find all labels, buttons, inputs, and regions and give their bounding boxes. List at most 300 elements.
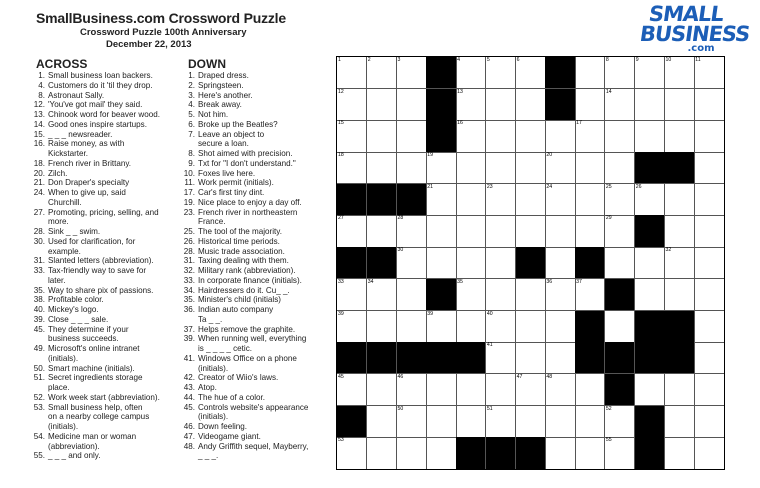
clue-number: 14. (33, 119, 45, 129)
grid-cell[interactable] (337, 374, 367, 406)
grid-cell[interactable] (605, 152, 635, 184)
clue-text: Tax-friendly way to save for later. (48, 266, 147, 285)
grid-cell[interactable] (456, 184, 486, 216)
grid-cell[interactable] (575, 120, 605, 152)
grid-cell[interactable] (545, 406, 575, 438)
cell-number: 53 (338, 437, 344, 444)
grid-cell[interactable] (664, 279, 694, 311)
clue-number: 48. (183, 441, 195, 451)
cell-number: 12 (338, 88, 344, 95)
cell-number: 11 (695, 57, 701, 63)
grid-cell[interactable] (397, 120, 427, 152)
grid-cell[interactable] (694, 437, 724, 469)
clue-number: 3. (188, 90, 195, 100)
grid-block (635, 342, 665, 374)
down-clue (182, 227, 308, 237)
grid-cell[interactable] (605, 247, 635, 279)
grid-block (635, 437, 665, 469)
grid-cell[interactable] (486, 120, 516, 152)
grid-cell[interactable] (575, 406, 605, 438)
clue-number: 5. (188, 110, 195, 119)
grid-cell[interactable] (575, 215, 605, 247)
grid-cell[interactable] (516, 215, 546, 247)
across-clue (32, 110, 160, 120)
grid-cell[interactable] (694, 342, 724, 374)
clue-text: Sink _ _ swim. (48, 227, 101, 236)
grid-cell[interactable] (456, 247, 486, 279)
grid-cell[interactable] (664, 57, 694, 89)
grid-cell[interactable] (575, 152, 605, 184)
grid-block (337, 406, 367, 438)
grid-block (397, 342, 427, 374)
grid-cell[interactable] (456, 152, 486, 184)
grid-cell[interactable] (694, 57, 724, 89)
smallbusiness-logo (638, 2, 751, 56)
grid-cell[interactable] (635, 120, 665, 152)
down-clue (182, 120, 308, 130)
clue-number: 25. (183, 227, 195, 236)
grid-block (516, 247, 546, 279)
down-clue (182, 286, 308, 296)
grid-cell[interactable] (397, 215, 427, 247)
across-clue (32, 325, 160, 345)
grid-cell[interactable] (545, 437, 575, 469)
grid-block (456, 437, 486, 469)
across-heading: ACROSS (36, 57, 88, 71)
grid-cell[interactable] (367, 437, 397, 469)
down-clue (182, 247, 308, 257)
clue-number: 52. (33, 392, 45, 402)
grid-cell[interactable] (486, 57, 516, 89)
grid-cell[interactable] (367, 120, 397, 152)
grid-cell[interactable] (486, 184, 516, 216)
grid-cell[interactable] (635, 184, 665, 216)
clue-number: 10. (183, 168, 195, 178)
grid-block (367, 247, 397, 279)
clue-number: 49. (33, 344, 45, 353)
clue-text: Here's another. (198, 90, 253, 100)
grid-block (664, 311, 694, 343)
cell-number: 2 (367, 57, 371, 63)
grid-cell[interactable] (337, 279, 367, 311)
grid-cell[interactable] (456, 120, 486, 152)
down-clue (182, 237, 308, 247)
grid-cell[interactable] (397, 247, 427, 279)
grid-block (575, 342, 605, 374)
clue-text: Zilch. (48, 168, 68, 178)
clue-text: Not him. (198, 110, 229, 119)
clue-number: 9. (188, 158, 195, 168)
down-clue (182, 198, 308, 208)
clue-text: Springsteen. (198, 80, 244, 90)
clue-text: Medicine man or woman (abbreviation). (48, 431, 137, 451)
grid-cell[interactable] (694, 247, 724, 279)
grid-cell[interactable] (486, 406, 516, 438)
grid-cell[interactable] (486, 152, 516, 184)
grid-block (337, 184, 367, 216)
grid-cell[interactable] (426, 184, 456, 216)
cell-number: 17 (576, 120, 582, 127)
grid-cell[interactable] (426, 437, 456, 469)
across-clue (32, 256, 160, 266)
grid-cell[interactable] (575, 374, 605, 406)
across-clue (32, 81, 160, 91)
grid-cell[interactable] (367, 279, 397, 311)
grid-cell[interactable] (545, 342, 575, 374)
grid-block (605, 374, 635, 406)
clue-number: 6. (188, 119, 195, 129)
down-clue (182, 403, 308, 423)
grid-cell[interactable] (397, 311, 427, 343)
clue-text: Videogame giant. (198, 431, 261, 441)
grid-cell[interactable] (486, 342, 516, 374)
grid-cell[interactable] (367, 152, 397, 184)
grid-cell[interactable] (635, 247, 665, 279)
clue-number: 18. (33, 158, 45, 168)
down-clue (182, 305, 308, 325)
grid-cell[interactable] (516, 342, 546, 374)
grid-cell[interactable] (456, 215, 486, 247)
grid-cell[interactable] (486, 374, 516, 406)
grid-cell[interactable] (426, 374, 456, 406)
across-clue (32, 169, 160, 179)
grid-cell[interactable] (605, 311, 635, 343)
grid-cell[interactable] (367, 57, 397, 89)
grid-cell[interactable] (575, 437, 605, 469)
clue-text: Small business loan backers. (48, 71, 153, 80)
grid-cell[interactable] (367, 406, 397, 438)
clue-number: 26. (183, 236, 195, 246)
clue-text: Military rank (abbreviation). (198, 266, 296, 275)
grid-cell[interactable] (516, 311, 546, 343)
grid-cell[interactable] (426, 406, 456, 438)
clue-text: Nice place to enjoy a day off. (198, 197, 302, 207)
cell-number: 41 (486, 342, 493, 349)
grid-cell[interactable] (605, 120, 635, 152)
grid-block (575, 311, 605, 343)
clue-number: 4. (188, 100, 195, 110)
grid-cell[interactable] (664, 437, 694, 469)
grid-cell[interactable] (516, 57, 546, 89)
grid-cell[interactable] (664, 374, 694, 406)
clue-number: 51. (33, 373, 45, 383)
grid-cell[interactable] (694, 184, 724, 216)
clue-number: 11. (184, 178, 195, 188)
grid-cell[interactable] (456, 57, 486, 89)
grid-block (426, 89, 456, 121)
down-clue (182, 422, 308, 432)
grid-block (575, 247, 605, 279)
clue-text: Work week start (abbreviation). (48, 392, 160, 402)
grid-cell[interactable] (426, 152, 456, 184)
grid-cell[interactable] (694, 279, 724, 311)
cell-number: 8 (605, 57, 609, 63)
clue-text: Promoting, pricing, selling, and more. (48, 207, 159, 227)
clue-number: 16. (33, 139, 45, 149)
grid-cell[interactable] (635, 57, 665, 89)
grid-cell[interactable] (694, 311, 724, 343)
puzzle-title: SmallBusiness.com Crossword Puzzle (36, 10, 286, 26)
clue-number: 1. (38, 71, 45, 80)
clue-number: 32. (183, 266, 195, 275)
cell-number: 14 (605, 88, 612, 95)
across-clue (32, 100, 160, 110)
cell-number: 36 (546, 278, 553, 285)
grid-cell[interactable] (516, 120, 546, 152)
grid-cell[interactable] (456, 406, 486, 438)
grid-cell[interactable] (694, 152, 724, 184)
clue-text: In corporate finance (initials). (198, 275, 302, 285)
grid-cell[interactable] (486, 89, 516, 121)
clue-number: 42. (183, 373, 195, 383)
grid-cell[interactable] (635, 374, 665, 406)
grid-cell[interactable] (397, 152, 427, 184)
down-clue-list (182, 71, 308, 461)
grid-cell[interactable] (367, 89, 397, 121)
clue-text: Close _ _ _ sale. (48, 314, 109, 324)
grid-cell[interactable] (456, 374, 486, 406)
grid-block (367, 342, 397, 374)
grid-block (635, 311, 665, 343)
grid-cell[interactable] (397, 374, 427, 406)
grid-cell[interactable] (545, 184, 575, 216)
down-clue (182, 393, 308, 403)
grid-block (426, 279, 456, 311)
grid-cell[interactable] (397, 279, 427, 311)
clue-text: Small business help, often on a nearby college campus (initials). (48, 402, 150, 431)
grid-cell[interactable] (664, 184, 694, 216)
clue-number: 7. (188, 129, 195, 139)
clue-text: Break away. (198, 100, 242, 110)
clue-number: 46. (183, 422, 195, 431)
grid-cell[interactable] (397, 57, 427, 89)
logo-line-3: .com (687, 43, 715, 54)
clue-number: 33. (33, 266, 45, 275)
grid-block (516, 437, 546, 469)
grid-cell[interactable] (545, 247, 575, 279)
grid-block (605, 342, 635, 374)
grid-block (635, 215, 665, 247)
grid-cell[interactable] (397, 406, 427, 438)
across-clue (32, 373, 160, 393)
clue-text: Microsoft's online intranet (initials). (48, 344, 140, 363)
grid-cell[interactable] (337, 437, 367, 469)
clue-number: 2. (188, 80, 195, 90)
grid-cell[interactable] (694, 374, 724, 406)
grid-cell[interactable] (545, 152, 575, 184)
clue-number: 38. (33, 295, 45, 305)
clue-text: Shot aimed with precision. (198, 149, 293, 158)
puzzle-date: December 22, 2013 (106, 39, 192, 50)
grid-cell[interactable] (605, 89, 635, 121)
grid-cell[interactable] (337, 120, 367, 152)
clue-text: Smart machine (initials). (48, 363, 135, 373)
across-clue (32, 237, 160, 257)
grid-block (426, 57, 456, 89)
grid-cell[interactable] (545, 311, 575, 343)
grid-cell[interactable] (486, 215, 516, 247)
down-clue (182, 432, 308, 442)
across-clue (32, 159, 160, 169)
grid-block (545, 57, 575, 89)
cell-number: 39 (427, 310, 434, 317)
grid-cell[interactable] (367, 215, 397, 247)
grid-cell[interactable] (575, 89, 605, 121)
clue-text: Music trade association. (198, 246, 285, 256)
cell-number: 52 (605, 405, 612, 412)
clue-number: 50. (33, 363, 45, 373)
down-clue (182, 266, 308, 276)
grid-cell[interactable] (575, 57, 605, 89)
grid-cell[interactable] (516, 184, 546, 216)
clue-text: Chinook word for beaver wood. (48, 110, 161, 119)
grid-cell[interactable] (337, 311, 367, 343)
grid-cell[interactable] (694, 406, 724, 438)
clue-text: Leave an object to secure a loan. (198, 129, 265, 149)
grid-block (337, 342, 367, 374)
grid-cell[interactable] (486, 279, 516, 311)
grid-cell[interactable] (575, 184, 605, 216)
grid-cell[interactable] (337, 152, 367, 184)
clue-number: 4. (38, 80, 45, 90)
grid-cell[interactable] (575, 279, 605, 311)
cell-number: 26 (635, 183, 642, 190)
grid-cell[interactable] (545, 374, 575, 406)
down-clue (182, 71, 308, 81)
grid-cell[interactable] (664, 120, 694, 152)
grid-cell[interactable] (426, 311, 456, 343)
grid-cell[interactable] (635, 279, 665, 311)
grid-cell[interactable] (545, 215, 575, 247)
grid-cell[interactable] (545, 279, 575, 311)
clue-number: 45. (33, 324, 45, 334)
grid-block (486, 437, 516, 469)
grid-cell[interactable] (516, 279, 546, 311)
across-clue (32, 71, 160, 81)
grid-cell[interactable] (516, 89, 546, 121)
clue-text: Taxing dealing with them. (198, 256, 289, 266)
clue-number: 31. (183, 256, 195, 266)
grid-cell[interactable] (337, 57, 367, 89)
clue-number: 55. (33, 451, 45, 461)
clue-text: Down feeling. (198, 422, 248, 431)
clue-number: 21. (33, 178, 45, 188)
grid-cell[interactable] (337, 215, 367, 247)
across-clue (32, 451, 160, 461)
clue-text: Secret ingredients storage place. (48, 373, 143, 392)
grid-cell[interactable] (605, 184, 635, 216)
grid-cell[interactable] (635, 89, 665, 121)
clue-number: 24. (33, 188, 45, 197)
clue-text: The hue of a color. (198, 392, 266, 402)
cell-number: 45 (338, 373, 344, 380)
down-clue (182, 169, 308, 179)
grid-cell[interactable] (605, 57, 635, 89)
down-clue (182, 276, 308, 286)
clue-text: Raise money, as with Kickstarter. (48, 139, 125, 158)
cell-number: 28 (397, 215, 404, 222)
grid-cell[interactable] (516, 152, 546, 184)
across-clue (32, 305, 160, 315)
clue-number: 17. (183, 188, 195, 197)
clue-number: 30. (33, 236, 45, 246)
across-clue (32, 208, 160, 228)
clue-number: 33. (183, 275, 195, 285)
down-clue (182, 208, 308, 228)
clue-text: Historical time periods. (198, 236, 280, 246)
clue-number: 19. (183, 197, 195, 207)
grid-cell[interactable] (456, 311, 486, 343)
down-clue (182, 100, 308, 110)
grid-block (605, 279, 635, 311)
grid-block (337, 247, 367, 279)
down-heading: DOWN (188, 57, 226, 71)
down-clue (182, 159, 308, 169)
clue-number: 39. (183, 334, 195, 344)
cell-number: 3 (397, 57, 401, 63)
clue-text: Helps remove the graphite. (198, 324, 296, 334)
grid-cell[interactable] (486, 311, 516, 343)
grid-block (635, 406, 665, 438)
cell-number: 29 (605, 215, 612, 222)
grid-cell[interactable] (456, 89, 486, 121)
clue-text: The tool of the majority. (198, 227, 282, 236)
clue-text: Don Draper's specialty (48, 178, 130, 188)
grid-cell[interactable] (664, 215, 694, 247)
grid-cell[interactable] (664, 406, 694, 438)
grid-block (456, 342, 486, 374)
grid-block (426, 120, 456, 152)
grid-cell[interactable] (516, 406, 546, 438)
grid-cell[interactable] (694, 215, 724, 247)
logo-line-2: BUSINESS (638, 22, 751, 46)
clue-number: 53. (33, 402, 45, 412)
grid-cell[interactable] (397, 437, 427, 469)
clue-number: 45. (183, 402, 195, 412)
grid-cell[interactable] (664, 89, 694, 121)
grid-cell[interactable] (694, 120, 724, 152)
clue-text: Hairdressers do it. Cu_ _. (198, 285, 290, 295)
grid-cell[interactable] (367, 374, 397, 406)
grid-cell[interactable] (426, 247, 456, 279)
across-clue (32, 91, 160, 101)
clue-number: 8. (188, 149, 195, 158)
clue-text: 'You've got mail' they said. (48, 100, 143, 110)
grid-cell[interactable] (486, 247, 516, 279)
grid-cell[interactable] (397, 89, 427, 121)
grid-cell[interactable] (516, 374, 546, 406)
across-clue (32, 403, 160, 432)
clue-number: 27. (33, 207, 45, 217)
grid-cell[interactable] (426, 215, 456, 247)
across-clue (32, 295, 160, 305)
grid-cell[interactable] (545, 120, 575, 152)
grid-cell[interactable] (605, 437, 635, 469)
down-clue (182, 383, 308, 393)
grid-cell[interactable] (337, 89, 367, 121)
grid-cell[interactable] (605, 215, 635, 247)
grid-cell[interactable] (664, 247, 694, 279)
grid-cell[interactable] (367, 311, 397, 343)
clue-text: Astronaut Sally. (48, 90, 105, 100)
grid-cell[interactable] (694, 89, 724, 121)
grid-cell[interactable] (605, 406, 635, 438)
grid-block (367, 184, 397, 216)
cell-number: 4 (457, 57, 460, 63)
down-clue (182, 334, 308, 354)
clue-number: 40. (33, 305, 45, 314)
grid-cell[interactable] (456, 279, 486, 311)
